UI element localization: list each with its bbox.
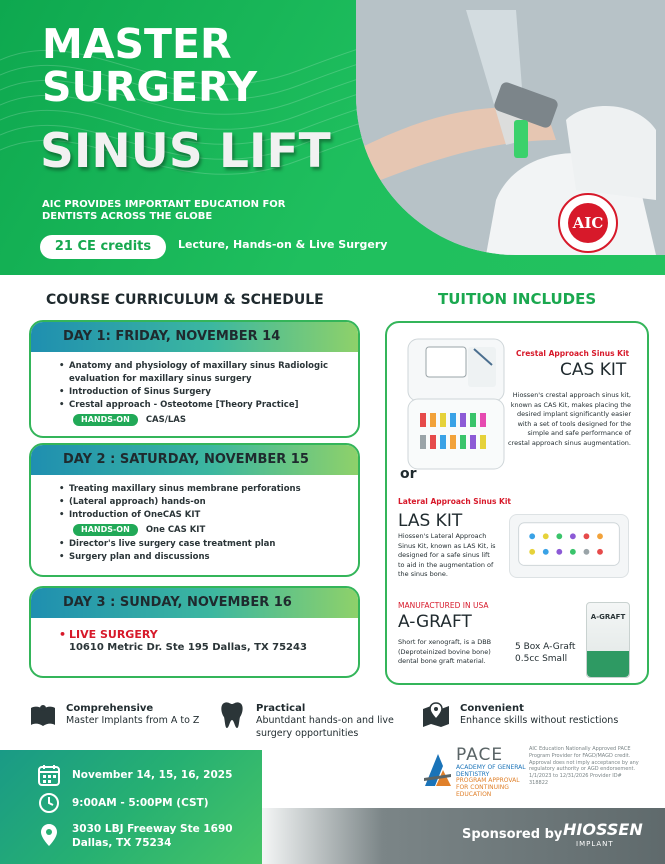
- map-pin-icon: [422, 701, 450, 727]
- cas-label: Crestal Approach Sinus Kit: [516, 349, 630, 358]
- list-item: • Introduction of Sinus Surgery: [59, 386, 348, 399]
- list-item: • Introduction of OneCAS KIT: [59, 509, 348, 522]
- list-item: • (Lateral approach) hands-on: [59, 496, 348, 509]
- live-surgery-label: • LIVE SURGERY: [59, 628, 348, 641]
- agraft-quantity-line1: 5 Box A-Graft: [515, 642, 576, 652]
- tooth-icon: [220, 701, 244, 729]
- day2-card: [29, 443, 360, 577]
- hands-on-text: CAS/LAS: [145, 415, 186, 425]
- list-item: • Anatomy and physiology of maxillary sinus Radiologic evaluation for maxillary sinus surgery: [59, 360, 348, 386]
- list-item: • Treating maxillary sinus membrane perforations: [59, 483, 348, 496]
- book-icon: [30, 705, 56, 727]
- live-surgery-address: 10610 Metric Dr. Ste 195 Dallas, TX 75243: [69, 642, 307, 653]
- event-address-line2: Dallas, TX 75234: [72, 837, 172, 849]
- event-dates: November 14, 15, 16, 2025: [72, 769, 233, 781]
- agraft-description: Short for xenograft, is a DBB (Deproteinized bovine bone) dental bone graft material.: [398, 638, 492, 665]
- hiossen-logo-sub: IMPLANT: [576, 840, 614, 848]
- or-separator: or: [400, 466, 417, 482]
- feature-description: Enhance skills without restictions: [460, 715, 619, 726]
- las-label: Lateral Approach Sinus Kit: [398, 497, 511, 506]
- list-item: • Surgery plan and discussions: [59, 551, 348, 564]
- las-kit-image: [509, 514, 629, 578]
- day3-heading: DAY 3 : SUNDAY, NOVEMBER 16: [31, 588, 358, 618]
- day1-card: [29, 320, 360, 438]
- agraft-quantity: [515, 641, 585, 665]
- event-address: [72, 822, 233, 850]
- agraft-quantity-line2: 0.5cc Small: [515, 654, 568, 664]
- calendar-icon: [38, 764, 60, 786]
- agraft-product-box: [586, 602, 630, 678]
- agraft-label: MANUFACTURED IN USA: [398, 601, 489, 610]
- tagline: AIC PROVIDES IMPORTANT EDUCATION FOR DENTISTS ACROSS THE GLOBE: [42, 199, 286, 222]
- day3-card: [29, 586, 360, 678]
- sponsor-label: Sponsored by: [462, 827, 563, 842]
- hands-on-badge: HANDS-ON: [73, 524, 138, 536]
- list-item: • Crestal approach - Osteotome [Theory Practice]: [59, 399, 348, 412]
- list-item: • Director's live surgery case treatment plan: [59, 538, 348, 551]
- agraft-box-label: A-GRAFT: [590, 613, 626, 621]
- feature-title: Convenient: [460, 703, 524, 714]
- cas-kit-image: [404, 337, 508, 477]
- cas-title: CAS KIT: [560, 360, 627, 380]
- pace-organization: ACADEMY OF GENERAL DENTISTRY: [456, 764, 526, 778]
- hands-on-badge: HANDS-ON: [73, 414, 138, 426]
- agraft-title: A-GRAFT: [398, 612, 472, 632]
- clock-icon: [38, 792, 60, 814]
- aic-logo-text: AIC: [568, 203, 608, 243]
- location-pin-icon: [40, 823, 58, 847]
- tuition-title: TUITION INCLUDES: [438, 290, 597, 308]
- aic-logo: [558, 193, 618, 253]
- day2-heading: DAY 2 : SATURDAY, NOVEMBER 15: [31, 445, 358, 475]
- day2-body: [31, 475, 358, 570]
- feature-comprehensive: [66, 703, 199, 727]
- feature-title: Comprehensive: [66, 703, 154, 714]
- pace-subtitle: PROGRAM APPROVAL FOR CONTINUING EDUCATION: [456, 777, 520, 798]
- las-description: Hiossen's Lateral Approach Sinus Kit, known as LAS Kit, is designed for a safe sinus lift to aid in the augmentation of the sinus bone.: [398, 532, 496, 578]
- day1-body: [31, 352, 358, 434]
- title-sinus-lift: SINUS LIFT: [40, 124, 331, 179]
- curriculum-title: COURSE CURRICULUM & SCHEDULE: [46, 292, 324, 308]
- pace-disclaimer: AIC Education Nationally Approved PACE Program Provider for FAGD/MAGD credit. Approval does not imply acceptance by any regulatory authority or AGD endorsement. 1/1/2023 to 12/31/2026 Provider ID# 318822: [529, 746, 639, 786]
- title-surgery: SURGERY: [42, 63, 258, 111]
- pace-name: PACE: [456, 745, 504, 765]
- las-title: LAS KIT: [398, 511, 463, 531]
- agraft-box-stripe: [587, 651, 629, 677]
- feature-description: Master Implants from A to Z: [66, 715, 200, 726]
- feature-practical: [256, 703, 406, 740]
- feature-convenient: [460, 703, 618, 727]
- course-format: Lecture, Hands-on & Live Surgery: [178, 238, 388, 251]
- pace-logo-icon: [423, 752, 453, 788]
- title-master: MASTER: [42, 20, 232, 68]
- ce-credits-badge: 21 CE credits: [40, 235, 166, 259]
- hero-banner: [0, 0, 665, 275]
- hiossen-logo: HIOSSEN: [563, 820, 643, 839]
- day3-body: [31, 618, 358, 660]
- hands-on-text: One CAS KIT: [145, 525, 206, 535]
- feature-description: Abuntdant hands-on and live surgery opportunities: [256, 715, 394, 739]
- feature-title: Practical: [256, 703, 306, 714]
- day1-heading: DAY 1: FRIDAY, NOVEMBER 14: [31, 322, 358, 352]
- event-address-line1: 3030 LBJ Freeway Ste 1690: [72, 823, 233, 835]
- cas-description: Hiossen's crestal approach sinus kit, known as CAS Kit, makes placing the desired implant significantly easier with a set of tools designed for the simple and safe performance of crestal approach sinus augmentation.: [508, 391, 631, 447]
- event-time: 9:00AM - 5:00PM (CST): [72, 797, 209, 809]
